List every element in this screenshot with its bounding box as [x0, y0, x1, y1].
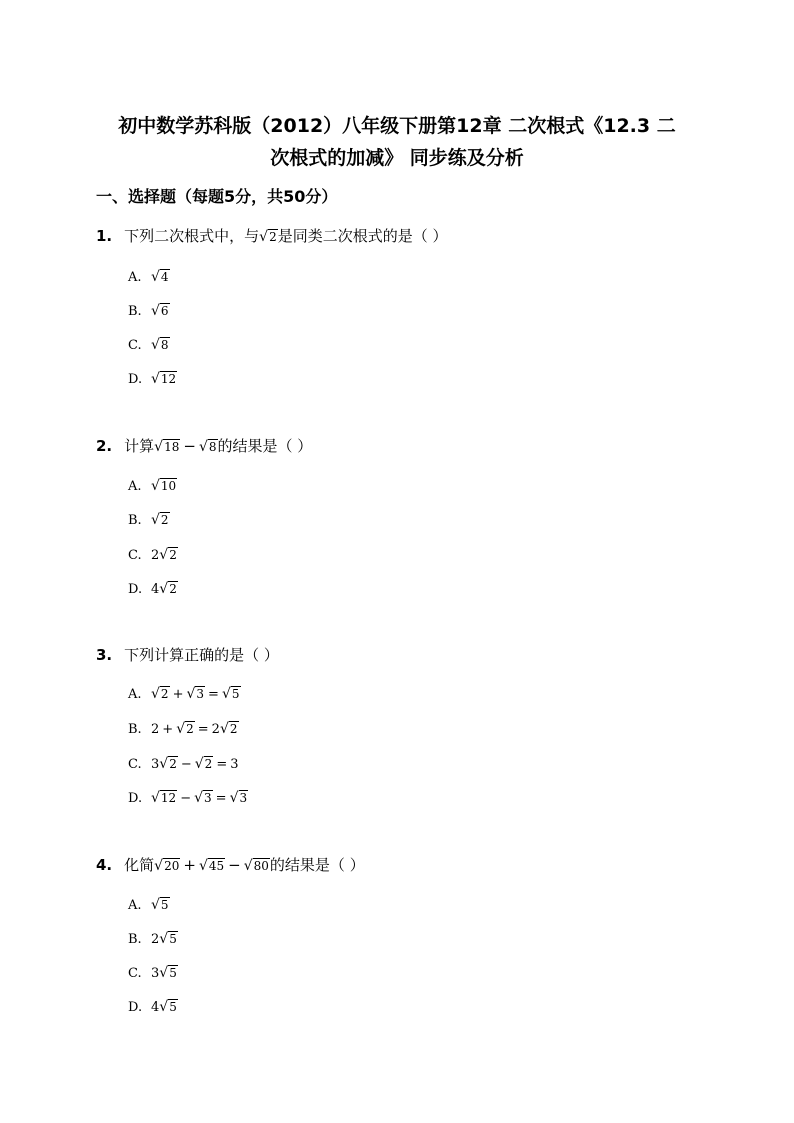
question-4 — [96, 854, 365, 877]
option-4a: A. √5 — [128, 897, 169, 913]
option-1d: D. √12 — [128, 371, 177, 387]
option-2c: C. 2√2 — [128, 547, 177, 563]
option-1b: B. √6 — [128, 303, 169, 319]
question-3 — [96, 644, 279, 666]
question-number: 3. — [96, 646, 113, 664]
radical: √2 — [259, 229, 277, 245]
question-2 — [96, 435, 312, 458]
option-2a: A. √10 — [128, 478, 177, 494]
option-4d: D. 4√5 — [128, 999, 177, 1015]
section-heading: 一、选择题（每题5分，共50分） — [96, 187, 338, 206]
option-2b: B. √2 — [128, 512, 169, 528]
option-1a: A. √4 — [128, 269, 169, 285]
option-3b: B. 2 + √2 = 2√2 — [128, 721, 238, 737]
page-title — [90, 110, 704, 174]
option-3d: D. √12 − √3 = √3 — [128, 790, 248, 806]
question-text: 计算√18 − √8的结果是（ ） — [124, 437, 313, 455]
question-number: 1. — [96, 227, 113, 245]
option-2d: D. 4√2 — [128, 581, 177, 597]
option-4b: B. 2√5 — [128, 931, 177, 947]
question-1 — [96, 225, 448, 248]
question-text: 化简√20 + √45 − √80的结果是（ ） — [124, 856, 365, 874]
title-line-2: 次根式的加减》 同步练及分析 — [270, 147, 524, 169]
question-text: 下列计算正确的是（ ） — [124, 646, 279, 664]
question-number: 2. — [96, 437, 113, 455]
title-line-1: 初中数学苏科版（2012）八年级下册第12章 二次根式《12.3 二 — [118, 115, 676, 137]
option-3c: C. 3√2 − √2 = 3 — [128, 756, 239, 772]
question-number: 4. — [96, 856, 113, 874]
option-1c: C. √8 — [128, 337, 169, 353]
question-text: 下列二次根式中，与√2是同类二次根式的是（ ） — [124, 227, 447, 245]
option-4c: C. 3√5 — [128, 965, 177, 981]
option-3a: A. √2 + √3 = √5 — [128, 686, 240, 702]
